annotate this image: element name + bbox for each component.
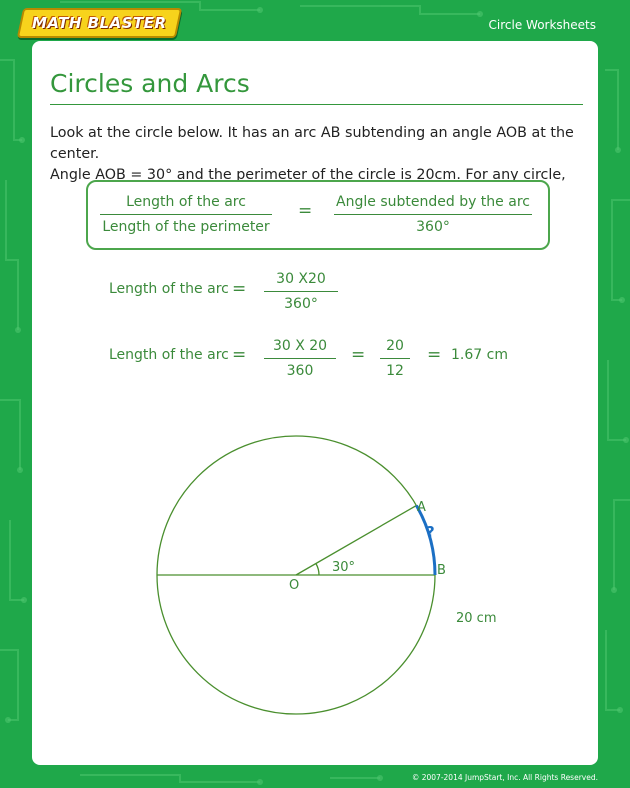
step2-numerator-1: 30 X 20 [272, 338, 328, 354]
step1-numerator: 30 X20 [276, 271, 326, 287]
formula-right-denominator: 360° [416, 219, 450, 235]
step2-equals-1: = [232, 345, 247, 365]
label-o: O [289, 578, 300, 593]
step1-label: Length of the arc [109, 281, 229, 297]
step2-equals-2: = [351, 345, 366, 365]
radius-oa [296, 506, 416, 576]
formula-right-numerator: Angle subtended by the arc [336, 194, 530, 210]
step2-result: 1.67 cm [451, 347, 508, 363]
step1-equals: = [232, 279, 247, 299]
perimeter-label: 20 cm [456, 611, 497, 626]
step2-denominator-1: 360 [286, 363, 314, 379]
circle-diagram [32, 41, 598, 765]
step2-numerator-2: 20 [386, 338, 404, 354]
label-b: B [437, 563, 446, 578]
step1-denominator: 360° [284, 296, 318, 312]
logo-text: MATH BLASTER [32, 14, 167, 32]
formula-equals: = [298, 201, 313, 221]
worksheet-card [32, 41, 598, 765]
step2-denominator-2: 12 [386, 363, 404, 379]
angle-arc [316, 564, 319, 576]
step2-equals-3: = [427, 345, 442, 365]
step2-label: Length of the arc [109, 347, 229, 363]
intro-line-1: Look at the circle below. It has an arc AB subtending an angle AOB at the center. [50, 125, 574, 162]
formula-left-denominator: Length of the perimeter [102, 219, 270, 235]
math-blaster-logo[interactable] [17, 8, 182, 38]
copyright-notice: © 2007-2014 JumpStart, Inc. All Rights Reserved. [411, 773, 598, 782]
formula-left-numerator: Length of the arc [126, 194, 246, 210]
page-title: Circles and Arcs [50, 69, 250, 98]
label-a: A [417, 500, 426, 515]
angle-label: 30° [332, 560, 356, 575]
worksheet-topic: Circle Worksheets [488, 18, 596, 32]
unknown-arc-label: ? [426, 523, 435, 541]
intro-line-2: Angle AOB = 30° and the perimeter of the circle is 20cm. For any circle, [50, 167, 566, 183]
